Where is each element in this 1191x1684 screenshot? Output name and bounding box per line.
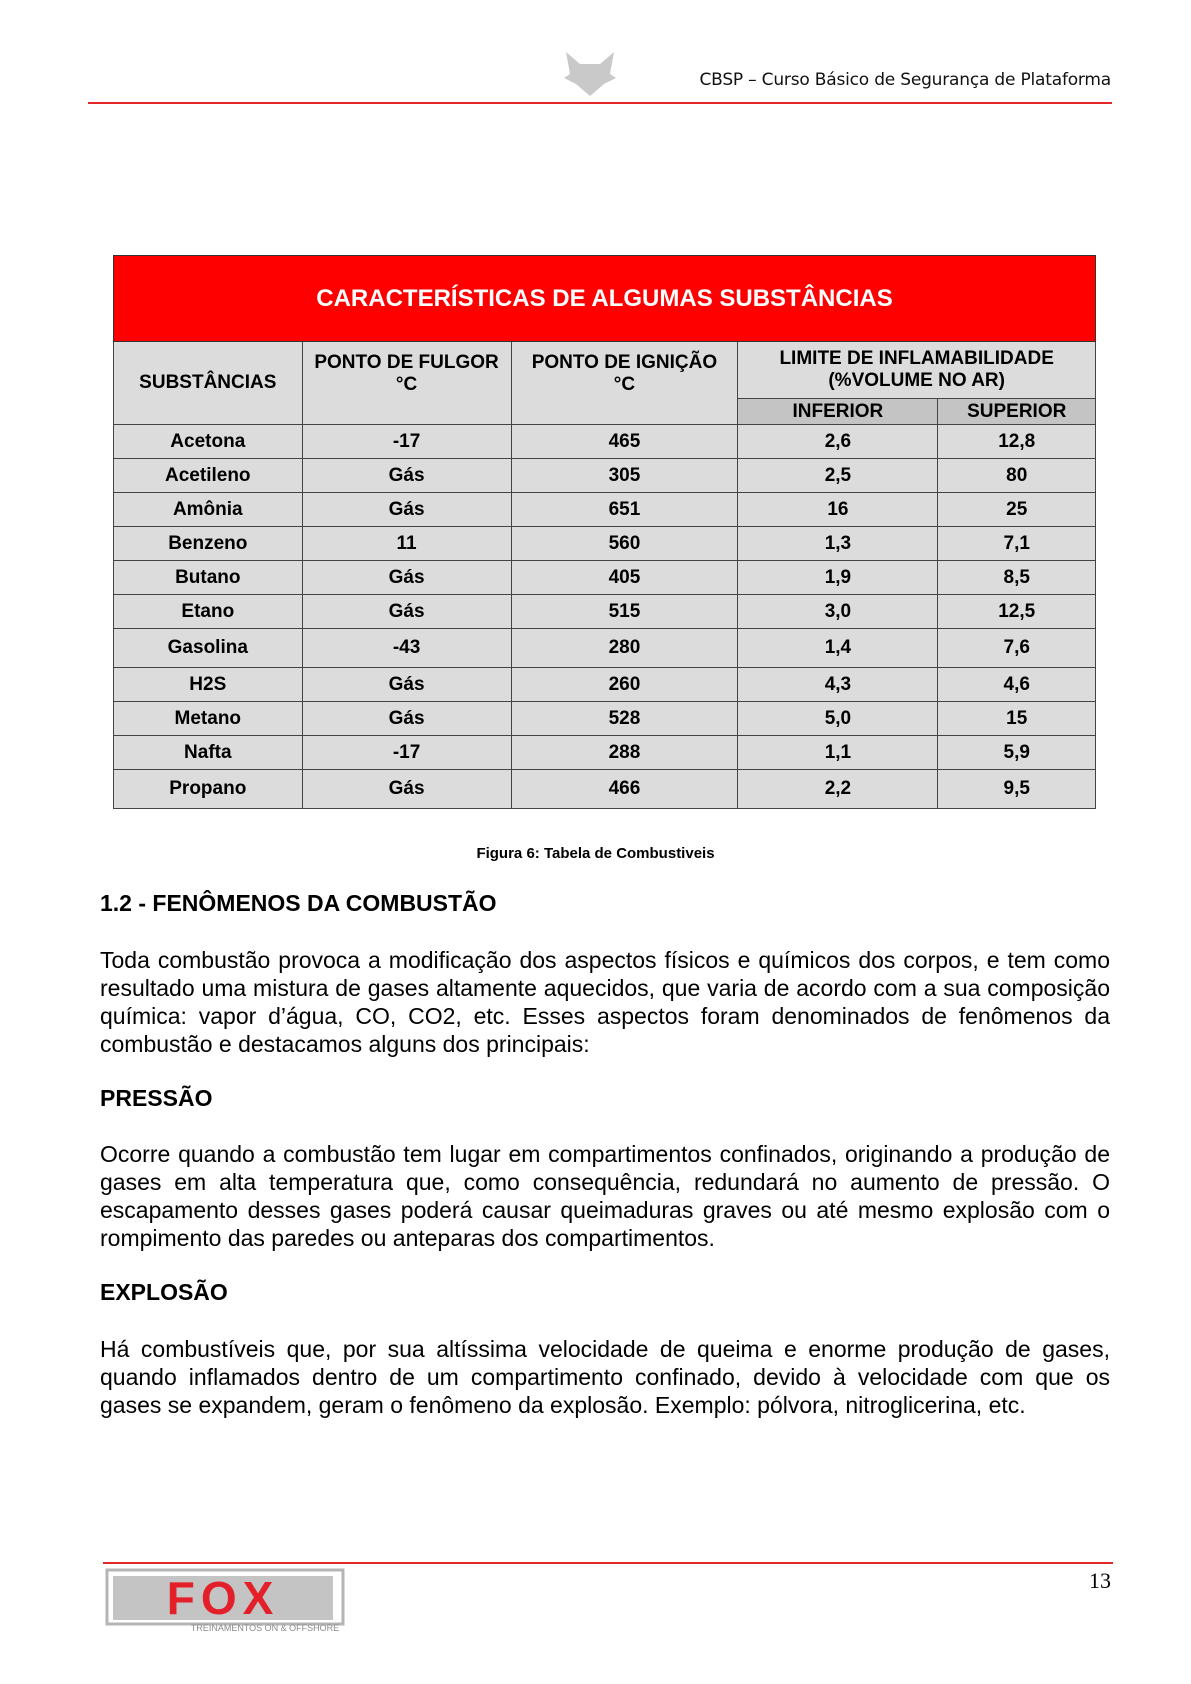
cell-ignicao: 288 [511, 736, 738, 770]
cell-substancia: Nafta [114, 736, 303, 770]
table-row [114, 629, 1096, 668]
footer-divider [103, 1562, 1113, 1564]
cell-superior: 25 [938, 493, 1096, 527]
cell-fulgor: 11 [302, 527, 511, 561]
cell-fulgor: -17 [302, 736, 511, 770]
cell-superior: 4,6 [938, 668, 1096, 702]
cell-ignicao: 515 [511, 595, 738, 629]
cell-superior: 7,1 [938, 527, 1096, 561]
cell-ignicao: 560 [511, 527, 738, 561]
table-row [114, 459, 1096, 493]
explosao-heading: EXPLOSÃO [100, 1279, 228, 1305]
cell-inferior: 5,0 [738, 702, 938, 736]
cell-ignicao: 405 [511, 561, 738, 595]
explosao-paragraph: Há combustíveis que, por sua altíssima velocidade de queima e enorme produção de gases, quando inflamados dentro de um compartimento confinado, devido à velocidade com que os gases se expandem, geram o fenômeno da explosão. Exemplo: pólvora, nitroglicerina, etc. [100, 1336, 1110, 1418]
cell-superior: 8,5 [938, 561, 1096, 595]
cell-inferior: 2,5 [738, 459, 938, 493]
cell-inferior: 3,0 [738, 595, 938, 629]
cell-substancia: Etano [114, 595, 303, 629]
cell-fulgor: -43 [302, 629, 511, 668]
logo-tagline: TREINAMENTOS ON & OFFSHORE [190, 1623, 340, 1633]
cell-superior: 9,5 [938, 770, 1096, 809]
table-row [114, 527, 1096, 561]
cell-substancia: Butano [114, 561, 303, 595]
cell-fulgor: Gás [302, 770, 511, 809]
column-header-limite-inflamabilidade [738, 342, 1096, 399]
logo-text: FOX [166, 1572, 280, 1624]
cell-fulgor: Gás [302, 702, 511, 736]
column-header-superior: SUPERIOR [938, 399, 1096, 425]
cell-substancia: H2S [114, 668, 303, 702]
cell-ignicao: 465 [511, 425, 738, 459]
table-row [114, 736, 1096, 770]
limite-unit: (%VOLUME NO AR) [828, 370, 1005, 391]
cell-inferior: 1,4 [738, 629, 938, 668]
ignicao-label: PONTO DE IGNIÇÃO [531, 352, 718, 373]
fox-head-icon [560, 50, 620, 98]
cell-substancia: Amônia [114, 493, 303, 527]
limite-label: LIMITE DE INFLAMABILIDADE [779, 348, 1054, 369]
cell-ignicao: 466 [511, 770, 738, 809]
fulgor-label: PONTO DE FULGOR [314, 352, 499, 373]
document-header-title: CBSP – Curso Básico de Segurança de Plataforma [699, 70, 1111, 90]
cell-ignicao: 651 [511, 493, 738, 527]
table-row [114, 770, 1096, 809]
cell-inferior: 2,2 [738, 770, 938, 809]
section-heading: 1.2 - FENÔMENOS DA COMBUSTÃO [100, 890, 497, 916]
cell-superior: 15 [938, 702, 1096, 736]
cell-ignicao: 260 [511, 668, 738, 702]
cell-substancia: Gasolina [114, 629, 303, 668]
fulgor-unit: °C [395, 374, 418, 395]
cell-substancia: Metano [114, 702, 303, 736]
cell-ignicao: 528 [511, 702, 738, 736]
cell-ignicao: 280 [511, 629, 738, 668]
table-title: CARACTERÍSTICAS DE ALGUMAS SUBSTÂNCIAS [114, 256, 1096, 342]
cell-inferior: 1,1 [738, 736, 938, 770]
cell-superior: 7,6 [938, 629, 1096, 668]
cell-inferior: 16 [738, 493, 938, 527]
cell-fulgor: Gás [302, 595, 511, 629]
table-row [114, 561, 1096, 595]
table-row [114, 595, 1096, 629]
cell-fulgor: Gás [302, 561, 511, 595]
cell-superior: 12,8 [938, 425, 1096, 459]
header-divider [88, 102, 1112, 104]
table-row [114, 493, 1096, 527]
cell-substancia: Benzeno [114, 527, 303, 561]
cell-inferior: 2,6 [738, 425, 938, 459]
cell-inferior: 1,3 [738, 527, 938, 561]
pressao-heading: PRESSÃO [100, 1085, 213, 1111]
pressao-paragraph: Ocorre quando a combustão tem lugar em compartimentos confinados, originando a produção de gases em alta temperatura que, como consequência, redundará no aumento de pressão. O escapamento desses gases poderá causar queimaduras graves ou até mesmo explosão com o rompimento das paredes ou anteparas dos compartimentos. [100, 1141, 1110, 1251]
column-header-ponto-fulgor [302, 342, 511, 425]
cell-substancia: Propano [114, 770, 303, 809]
cell-fulgor: -17 [302, 425, 511, 459]
column-header-ponto-ignicao [511, 342, 738, 425]
cell-superior: 80 [938, 459, 1096, 493]
cell-substancia: Acetileno [114, 459, 303, 493]
column-header-substancias: SUBSTÂNCIAS [114, 342, 303, 425]
cell-fulgor: Gás [302, 459, 511, 493]
cell-superior: 12,5 [938, 595, 1096, 629]
page-number: 13 [1089, 1568, 1111, 1593]
table-row [114, 425, 1096, 459]
cell-fulgor: Gás [302, 493, 511, 527]
cell-superior: 5,9 [938, 736, 1096, 770]
intro-paragraph: Toda combustão provoca a modificação dos aspectos físicos e químicos dos corpos, e tem como resultado uma mistura de gases altamente aquecidos, que varia de acordo com a sua composição química: vapor d’água, CO, CO2, etc. Esses aspectos foram denominados de fenômenos da combustão e destacamos alguns dos principais: [100, 947, 1110, 1057]
table-row [114, 702, 1096, 736]
fox-logo [105, 1568, 345, 1633]
cell-substancia: Acetona [114, 425, 303, 459]
column-header-inferior: INFERIOR [738, 399, 938, 425]
table-row [114, 668, 1096, 702]
figure-caption: Figura 6: Tabela de Combustiveis [476, 845, 715, 862]
substances-table [113, 255, 1096, 809]
cell-fulgor: Gás [302, 668, 511, 702]
ignicao-unit: °C [613, 374, 636, 395]
cell-ignicao: 305 [511, 459, 738, 493]
cell-inferior: 1,9 [738, 561, 938, 595]
cell-inferior: 4,3 [738, 668, 938, 702]
